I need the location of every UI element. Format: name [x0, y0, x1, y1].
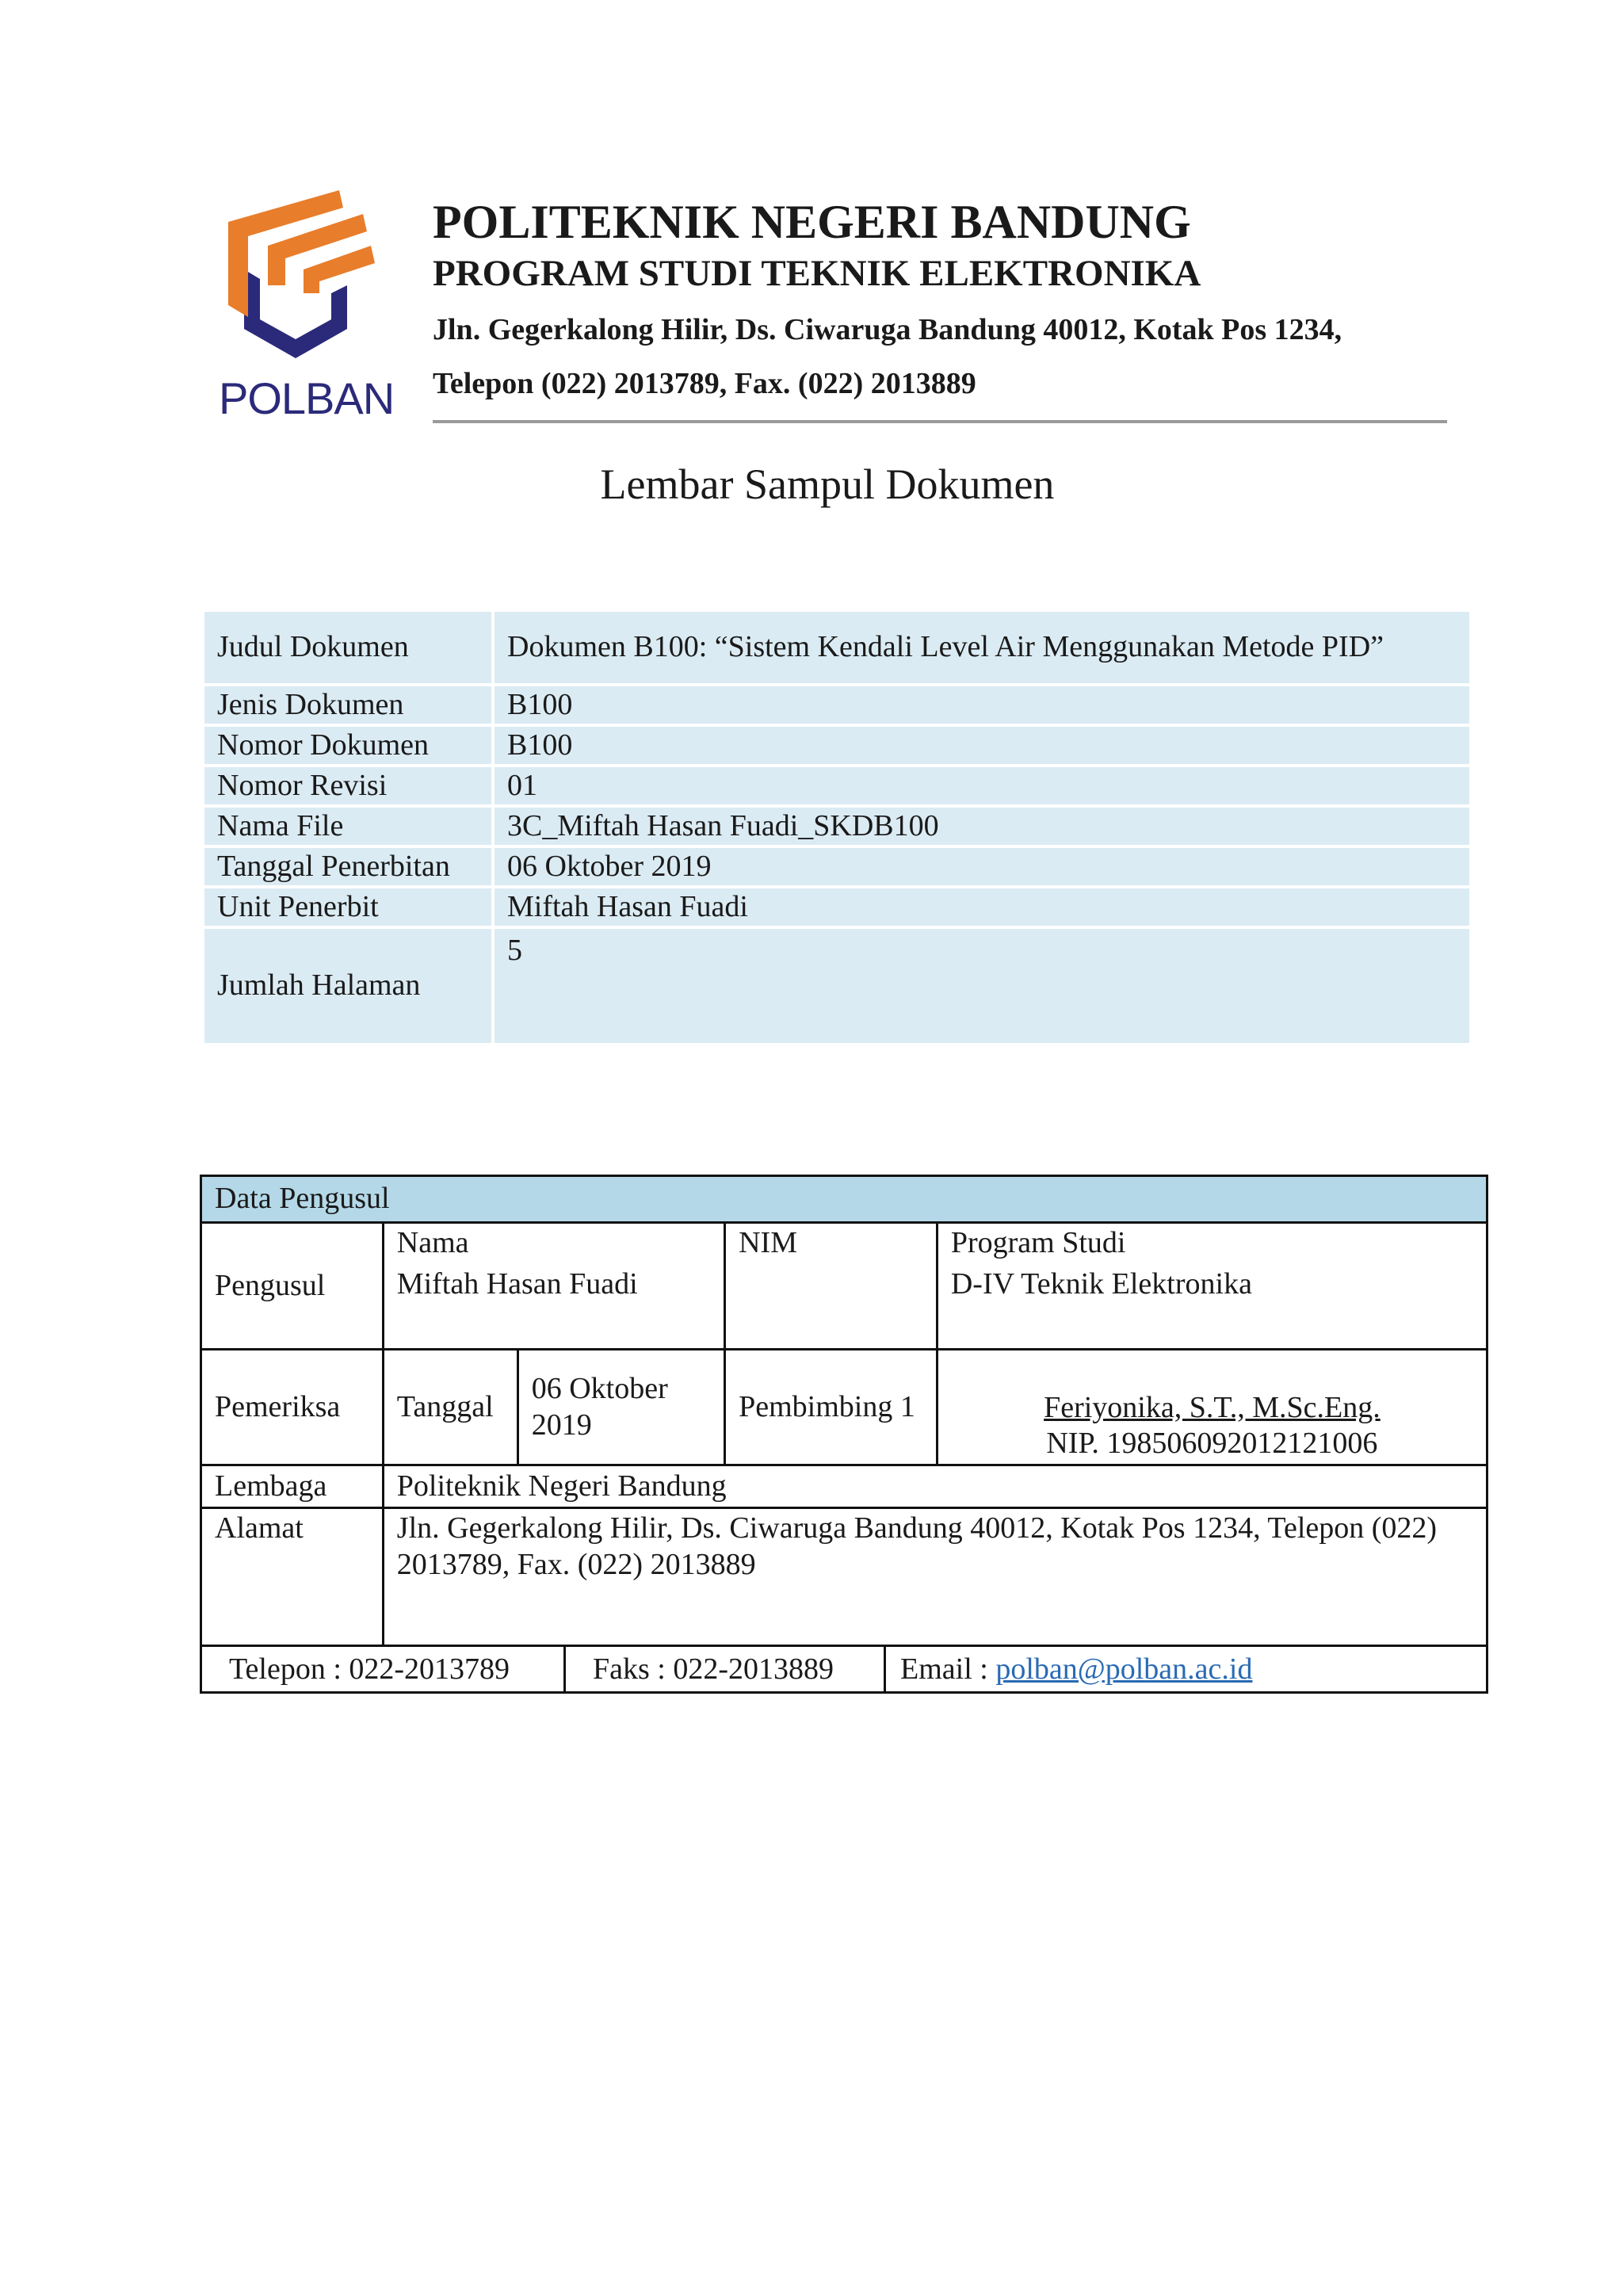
contact-cell — [201, 1646, 1487, 1693]
prodi-label: Program Studi — [950, 1226, 1126, 1259]
address-line-1: Jln. Gegerkalong Hilir, Ds. Ciwaruga Bandung 40012, Kotak Pos 1234, — [433, 313, 1342, 346]
info-label: Nama File — [204, 808, 491, 845]
info-value: Miftah Hasan Fuadi — [495, 888, 1469, 926]
pengusul-table — [200, 1175, 1488, 1694]
document-title: Lembar Sampul Dokumen — [600, 460, 1055, 508]
info-value: B100 — [495, 727, 1469, 764]
alamat-row — [201, 1508, 1487, 1646]
program-name: PROGRAM STUDI TEKNIK ELEKTRONIKA — [433, 253, 1201, 294]
lembaga-value: Politeknik Negeri Bandung — [383, 1465, 1487, 1508]
table-row — [204, 612, 1469, 683]
info-value: 3C_Miftah Hasan Fuadi_SKDB100 — [495, 808, 1469, 845]
institution-name: POLITEKNIK NEGERI BANDUNG — [433, 196, 1191, 248]
email-link[interactable]: polban@polban.ac.id — [995, 1652, 1253, 1686]
document-title-wrap — [0, 460, 1623, 509]
pengusul-label: Pengusul — [201, 1223, 384, 1350]
pembimbing-nip: NIP. 198506092012121006 — [1046, 1427, 1378, 1461]
nim-cell — [725, 1223, 938, 1350]
info-value: B100 — [495, 686, 1469, 724]
table-row — [204, 727, 1469, 764]
lembaga-row — [201, 1465, 1487, 1508]
contact-strip — [202, 1647, 1486, 1691]
pemeriksa-label: Pemeriksa — [201, 1350, 384, 1465]
logo-wordmark: POLBAN — [219, 373, 395, 423]
table-row — [204, 808, 1469, 845]
table-row — [204, 686, 1469, 724]
table-row — [204, 848, 1469, 885]
header-divider — [433, 420, 1447, 423]
footer-faks: Faks : 022-2013889 — [566, 1647, 886, 1691]
table-header-row — [201, 1176, 1487, 1223]
footer-telepon: Telepon : 022-2013789 — [202, 1647, 566, 1691]
info-label: Jumlah Halaman — [204, 929, 491, 1043]
nama-cell — [383, 1223, 724, 1350]
info-label: Unit Penerbit — [204, 888, 491, 926]
pemeriksa-row — [201, 1350, 1487, 1465]
info-label: Tanggal Penerbitan — [204, 848, 491, 885]
info-value: 06 Oktober 2019 — [495, 848, 1469, 885]
info-label: Jenis Dokumen — [204, 686, 491, 724]
contact-row — [201, 1646, 1487, 1693]
nim-label: NIM — [739, 1226, 797, 1259]
pembimbing-label: Pembimbing 1 — [725, 1350, 938, 1465]
info-value: 5 — [495, 929, 1469, 1043]
footer-email — [886, 1647, 1252, 1691]
email-label: Email : — [900, 1652, 996, 1686]
info-label: Nomor Dokumen — [204, 727, 491, 764]
nama-value: Miftah Hasan Fuadi — [396, 1266, 638, 1301]
tanggal-label: Tanggal — [383, 1350, 517, 1465]
table-row — [204, 888, 1469, 926]
lembaga-label: Lembaga — [201, 1465, 384, 1508]
alamat-label: Alamat — [201, 1508, 384, 1646]
info-value: Dokumen B100: “Sistem Kendali Level Air Menggunakan Metode PID” — [495, 612, 1469, 683]
info-label: Nomor Revisi — [204, 767, 491, 804]
info-value: 01 — [495, 767, 1469, 804]
prodi-cell — [937, 1223, 1487, 1350]
prodi-value: D-IV Teknik Elektronika — [950, 1266, 1252, 1301]
table-row — [204, 929, 1469, 1043]
polban-logo — [212, 190, 395, 428]
polban-emblem-icon — [212, 190, 379, 372]
address-line-2: Telepon (022) 2013789, Fax. (022) 2013889 — [433, 367, 976, 400]
tanggal-value: 06 Oktober 2019 — [517, 1350, 724, 1465]
document-info-table — [201, 609, 1472, 1046]
info-label: Judul Dokumen — [204, 612, 491, 683]
pembimbing-name: Feriyonika, S.T., M.Sc.Eng. — [1044, 1390, 1381, 1424]
alamat-value: Jln. Gegerkalong Hilir, Ds. Ciwaruga Bandung 40012, Kotak Pos 1234, Telepon (022) 2013789, Fax. (022) 2013889 — [383, 1508, 1487, 1646]
pembimbing-cell — [937, 1350, 1487, 1465]
nama-label: Nama — [396, 1226, 469, 1259]
table-header: Data Pengusul — [201, 1176, 1487, 1223]
pengusul-row — [201, 1223, 1487, 1350]
table-row — [204, 767, 1469, 804]
